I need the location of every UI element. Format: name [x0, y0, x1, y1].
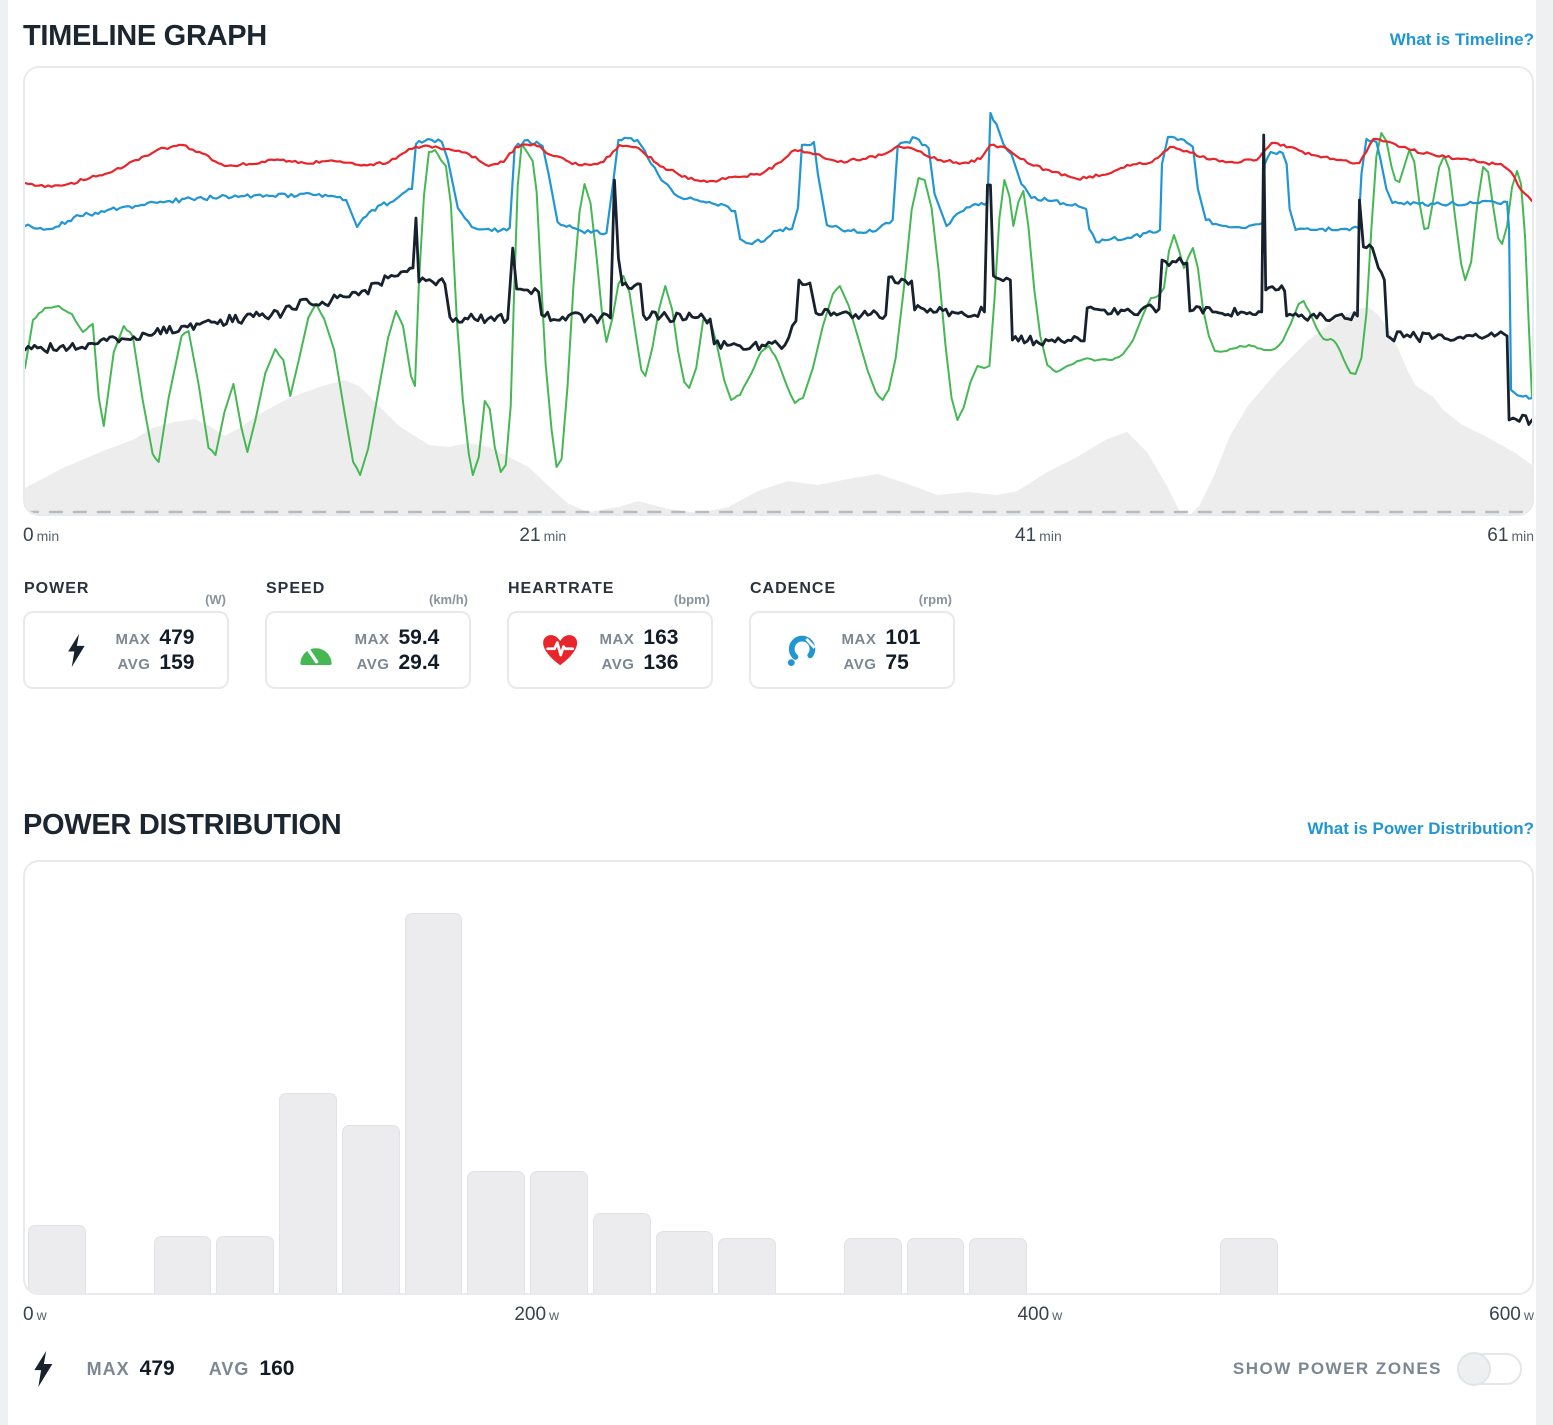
histogram-bin [1471, 870, 1529, 1293]
stat-card [23, 611, 229, 689]
histogram-bar [907, 1238, 965, 1293]
stat-unit: (rpm) [918, 592, 952, 607]
distribution-section-header [23, 809, 1534, 842]
histogram-bin [969, 870, 1027, 1293]
x-axis-label: 41 min [1015, 525, 1062, 546]
histogram-bin [593, 870, 651, 1293]
avg-label: AVG [117, 655, 151, 673]
distribution-footer-stats [87, 1357, 295, 1381]
histogram-bar [28, 1225, 86, 1293]
histogram-bar [969, 1238, 1027, 1293]
max-label: MAX [354, 630, 390, 648]
histogram-bin [1095, 870, 1153, 1293]
histogram-bin [216, 870, 274, 1293]
stat-unit: (km/h) [429, 592, 468, 607]
toggle-knob [1457, 1352, 1491, 1386]
stats-row [23, 580, 1534, 689]
max-value: 163 [643, 625, 679, 649]
x-axis-label: 61 min [1487, 525, 1534, 546]
avg-label: AVG [356, 655, 390, 673]
histogram-bin [1283, 870, 1341, 1293]
stat-header [23, 580, 229, 607]
stat-label: CADENCE [750, 580, 837, 597]
avg-value: 159 [159, 650, 195, 674]
histogram-bin [656, 870, 714, 1293]
histogram-bar [279, 1093, 337, 1293]
x-axis-unit: w [36, 1307, 47, 1323]
histogram-bin [405, 870, 463, 1293]
x-axis-unit: min [1039, 528, 1062, 544]
stat-values [842, 626, 921, 675]
histogram-bin [1158, 870, 1216, 1293]
stat-header [749, 580, 955, 607]
heart-icon [542, 634, 580, 667]
histogram-bin [91, 870, 149, 1293]
max-value: 101 [885, 625, 921, 649]
distribution-footer [23, 1346, 1534, 1392]
stat-values [600, 626, 679, 675]
max-value: 59.4 [398, 625, 440, 649]
stat-header [507, 580, 713, 607]
cadence-icon [784, 634, 822, 667]
x-axis-unit: w [1052, 1307, 1063, 1323]
histogram-bar [216, 1236, 274, 1293]
show-power-zones-toggle[interactable] [1458, 1353, 1522, 1385]
power-bolt-icon [58, 634, 96, 667]
histogram-bin [342, 870, 400, 1293]
histogram-bin [530, 870, 588, 1293]
histogram-bin [279, 870, 337, 1293]
histogram-bar [467, 1171, 525, 1293]
histogram-bar [1220, 1238, 1278, 1293]
stat-cadence [749, 580, 955, 689]
what-is-power-distribution-link[interactable]: What is Power Distribution? [1307, 819, 1534, 838]
show-power-zones-group [1233, 1353, 1522, 1385]
x-axis-label: 600 w [1489, 1304, 1534, 1325]
stat-values [355, 626, 440, 675]
timeline-section-header [23, 20, 1534, 53]
histogram-bin [154, 870, 212, 1293]
histogram-bar [154, 1236, 212, 1293]
timeline-x-axis [23, 525, 1534, 553]
x-axis-label: 200 w [514, 1304, 560, 1325]
histogram-bar [844, 1238, 902, 1293]
x-axis-unit: min [36, 528, 60, 544]
stat-unit: (W) [205, 592, 226, 607]
avg-value: 75 [885, 650, 909, 674]
stat-label: SPEED [266, 580, 326, 597]
stat-speed [265, 580, 471, 689]
histogram-bar [342, 1125, 400, 1293]
histogram-bin [28, 870, 86, 1293]
x-axis-unit: min [543, 528, 567, 544]
max-label: MAX [841, 630, 877, 648]
distribution-x-axis [23, 1304, 1534, 1332]
max-label: MAX [599, 630, 635, 648]
histogram-bar [530, 1171, 588, 1293]
histogram-bars [28, 870, 1529, 1293]
power-distribution-panel [23, 860, 1534, 1295]
histogram-bin [907, 870, 965, 1293]
x-axis-label: 21 min [519, 525, 567, 546]
avg-label: AVG [601, 655, 635, 673]
x-axis-unit: w [549, 1307, 560, 1323]
timeline-chart [25, 68, 1532, 514]
timeline-title: TIMELINE GRAPH [23, 20, 267, 52]
histogram-bin [1409, 870, 1467, 1293]
histogram-bin [1220, 870, 1278, 1293]
elevation-area [25, 307, 1532, 514]
histogram-bin [1346, 870, 1404, 1293]
timeline-graph-panel [23, 66, 1534, 516]
x-axis-label: 400 w [1017, 1304, 1063, 1325]
histogram-bin [718, 870, 776, 1293]
page-content [8, 0, 1536, 1425]
histogram-bin [844, 870, 902, 1293]
x-axis-label: 0 w [23, 1304, 47, 1325]
show-power-zones-label: SHOW POWER ZONES [1232, 1359, 1442, 1378]
histogram-bar [405, 913, 463, 1293]
max-value: 479 [159, 625, 195, 649]
histogram-bin [1032, 870, 1090, 1293]
stat-power [23, 580, 229, 689]
histogram-bar [656, 1231, 714, 1293]
stat-card [749, 611, 955, 689]
stat-card [265, 611, 471, 689]
x-axis-unit: min [1511, 528, 1534, 544]
x-axis-unit: w [1523, 1307, 1534, 1323]
footer-avg-value: 160 [259, 1357, 295, 1380]
histogram-bar [718, 1238, 776, 1293]
histogram-bin [467, 870, 525, 1293]
stat-label: HEARTRATE [508, 580, 615, 597]
footer-max-value: 479 [139, 1357, 175, 1380]
histogram-bar [593, 1213, 651, 1293]
stat-unit: (bpm) [673, 592, 710, 607]
footer-avg-label: AVG [208, 1359, 250, 1379]
heartrate-line [25, 139, 1532, 201]
power-bolt-icon [32, 1351, 55, 1387]
speed-gauge-icon [297, 634, 335, 667]
stat-heartrate [507, 580, 713, 689]
histogram-bin [781, 870, 839, 1293]
footer-max-label: MAX [86, 1359, 130, 1379]
stat-label: POWER [24, 580, 90, 597]
distribution-title: POWER DISTRIBUTION [23, 809, 342, 841]
avg-label: AVG [843, 655, 877, 673]
stat-values [116, 626, 195, 675]
x-axis-label: 0 min [23, 525, 60, 546]
avg-value: 29.4 [398, 650, 440, 674]
what-is-timeline-link[interactable]: What is Timeline? [1389, 30, 1534, 49]
stat-card [507, 611, 713, 689]
avg-value: 136 [643, 650, 679, 674]
max-label: MAX [115, 630, 151, 648]
stat-header [265, 580, 471, 607]
